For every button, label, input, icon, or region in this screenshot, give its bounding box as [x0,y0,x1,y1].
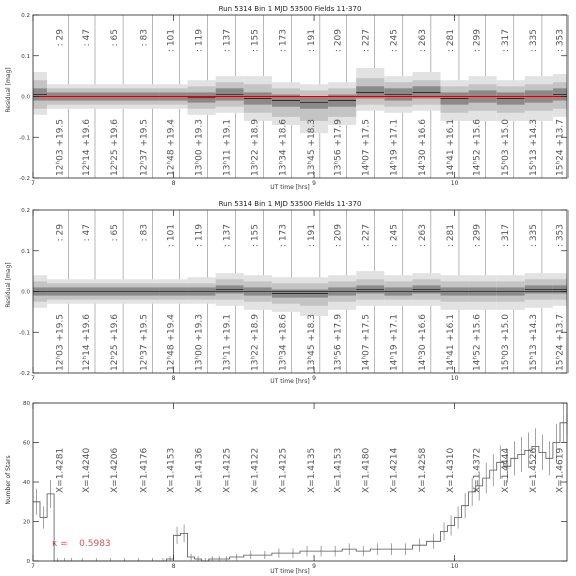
y-tick-label: 40 [23,480,30,486]
airmass-label: X=1.4281 [55,447,66,493]
field-number-label: : 263 [417,224,428,248]
field-number-label: : 353 [555,29,566,53]
field-number-label: : 245 [389,29,400,53]
x-tick-label: 9 [312,180,316,187]
field-number-label: : 173 [278,224,289,248]
field-number-label: : 155 [250,224,261,248]
field-coordinate-label: 14ʰ41 +16.1 [445,119,456,176]
x-tick-label: 8 [171,375,176,382]
field-coordinate-label: 13ʰ22 +18.9 [250,314,261,371]
residual-panel-middle [5,200,569,385]
field-coordinate-label: 12ʰ25 +19.6 [110,119,121,176]
field-number-label: : 47 [81,224,92,242]
field-coordinate-label: 13ʰ56 +17.9 [333,119,344,176]
field-number-label: : 47 [81,29,92,47]
field-number-label: : 335 [528,224,539,248]
field-coordinate-label: 13ʰ11 +19.1 [222,119,233,176]
field-number-label: : 245 [389,224,400,248]
x-axis-label: UT time [hrs] [270,568,310,575]
field-number-label: : 227 [361,29,372,53]
airmass-label: X=1.4136 [194,447,205,493]
field-number-label: : 299 [472,224,483,248]
field-number-label: : 209 [333,29,344,53]
field-number-label: : 299 [472,29,483,53]
field-number-label: : 191 [306,224,317,248]
star-count-panel [5,401,567,575]
field-coordinate-label: 13ʰ45 +18.3 [306,314,317,371]
field-number-label: : 263 [417,29,428,53]
x-tick-label: 8 [171,180,176,187]
field-coordinate-label: 15ʰ03 +15.0 [500,119,511,176]
field-number-label: : 155 [250,29,261,53]
chart-title: Run 5314 Bin 1 MJD 53500 Fields 11-370 [218,5,362,13]
chart-title: Run 5314 Bin 1 MJD 53500 Fields 11-370 [218,200,362,208]
field-coordinate-label: 14ʰ30 +16.6 [417,314,428,371]
y-tick-label: 60 [23,440,30,447]
field-number-label: : 335 [528,29,539,53]
y-tick-label: -0.2 [19,176,30,182]
field-coordinate-label: 14ʰ52 +15.6 [472,119,483,176]
field-number-label: : 29 [55,29,66,47]
field-coordinate-label: 12ʰ48 +19.4 [166,119,177,176]
field-number-label: : 101 [166,29,177,53]
field-coordinate-label: 13ʰ00 +19.3 [194,314,205,371]
field-coordinate-label: 12ʰ14 +19.6 [81,314,92,371]
field-coordinate-label: 14ʰ19 +17.1 [389,119,400,176]
y-tick-label: -0.1 [19,135,30,142]
field-coordinate-label: 15ʰ03 +15.0 [500,314,511,371]
y-tick-label: 20 [23,519,30,526]
airmass-label: X=1.4122 [250,447,261,493]
airmass-label: X=1.4125 [222,447,233,493]
airmass-label: X=1.4206 [110,447,121,493]
y-axis-label: Residual [mag] [5,67,12,113]
x-tick-label: 7 [31,563,35,570]
field-coordinate-label: 13ʰ56 +17.9 [333,314,344,371]
x-tick-label: 8 [171,563,176,570]
field-number-label: : 29 [55,224,66,242]
x-tick-label: 10 [450,375,459,382]
field-coordinate-label: 14ʰ19 +17.1 [389,314,400,371]
airmass-label: X=1.4619 [555,447,566,493]
y-tick-label: -0.2 [19,371,30,377]
field-coordinate-label: 12ʰ48 +19.4 [166,314,177,371]
field-coordinate-label: 12ʰ14 +19.6 [81,119,92,176]
airmass-label: X=1.4310 [445,447,456,493]
y-tick-label: 0.0 [21,289,30,296]
field-coordinate-label: 13ʰ00 +19.3 [194,119,205,176]
field-number-label: : 137 [222,224,233,248]
field-number-label: : 317 [500,29,511,53]
airmass-label: X=1.4125 [278,447,289,493]
kappa-annotation: κ = 0.5983 [52,539,111,549]
plot-area [19,13,568,187]
field-coordinate-label: 14ʰ41 +16.1 [445,314,456,371]
field-number-label: : 65 [110,224,121,242]
field-coordinate-label: 13ʰ11 +19.1 [222,314,233,371]
field-coordinate-label: 13ʰ45 +18.3 [306,119,317,176]
field-coordinate-label: 12ʰ03 +19.5 [55,314,66,371]
field-number-label: : 83 [139,224,150,242]
field-number-label: : 317 [500,224,511,248]
field-number-label: : 227 [361,224,372,248]
field-number-label: : 101 [166,224,177,248]
airmass-label: X=1.4526 [528,447,539,493]
field-coordinate-label: 15ʰ13 +14.3 [528,314,539,371]
x-tick-label: 9 [312,375,316,382]
airmass-label: X=1.4444 [500,447,511,493]
y-tick-label: 0.1 [21,248,30,255]
airmass-label: X=1.4153 [333,447,344,493]
y-tick-label: 0.2 [21,13,30,19]
field-number-label: : 173 [278,29,289,53]
airmass-label: X=1.4176 [139,447,150,493]
airmass-label: X=1.4153 [166,447,177,493]
field-number-label: : 65 [110,29,121,47]
airmass-label: X=1.4214 [389,447,400,493]
x-axis-label: UT time [hrs] [270,184,310,191]
y-tick-label: 0.1 [21,53,30,60]
y-axis-label: Residual [mag] [5,262,12,308]
y-tick-label: -0.1 [19,330,30,337]
field-number-label: : 83 [139,29,150,47]
x-tick-label: 7 [31,375,35,382]
field-coordinate-label: 12ʰ25 +19.6 [110,314,121,371]
field-coordinate-label: 12ʰ37 +19.5 [139,314,150,371]
field-coordinate-label: 12ʰ03 +19.5 [55,119,66,176]
residual-panel-top [5,5,569,191]
field-number-label: : 119 [194,29,205,53]
field-coordinate-label: 15ʰ24 +13.7 [555,314,566,371]
x-tick-label: 9 [312,563,316,570]
y-axis-label: Number of Stars [5,455,12,505]
field-number-label: : 191 [306,29,317,53]
x-tick-label: 7 [31,180,35,187]
airmass-label: X=1.4372 [472,447,483,493]
airmass-label: X=1.4240 [81,447,92,493]
field-number-label: : 281 [445,29,456,53]
field-coordinate-label: 14ʰ07 +17.5 [361,119,372,176]
field-coordinate-label: 13ʰ34 +18.6 [278,119,289,176]
field-coordinate-label: 14ʰ07 +17.5 [361,314,372,371]
y-tick-label: 0.0 [21,94,30,101]
field-coordinate-label: 14ʰ52 +15.6 [472,314,483,371]
x-axis-label: UT time [hrs] [270,378,310,385]
x-tick-label: 10 [450,180,459,187]
airmass-label: X=1.4258 [417,447,428,493]
field-coordinate-label: 15ʰ13 +14.3 [528,119,539,176]
airmass-label: X=1.4135 [306,447,317,493]
field-number-label: : 137 [222,29,233,53]
field-number-label: : 353 [555,224,566,248]
airmass-label: X=1.4180 [361,447,372,493]
field-number-label: : 119 [194,224,205,248]
y-tick-label: 80 [23,401,30,407]
field-coordinate-label: 13ʰ22 +18.9 [250,119,261,176]
x-tick-label: 10 [450,563,459,570]
y-tick-label: 0.2 [21,208,30,214]
field-coordinate-label: 13ʰ34 +18.6 [278,314,289,371]
y-tick-label: 0 [26,559,30,565]
field-coordinate-label: 14ʰ30 +16.6 [417,119,428,176]
field-coordinate-label: 15ʰ24 +13.7 [555,119,566,176]
field-number-label: : 281 [445,224,456,248]
field-number-label: : 209 [333,224,344,248]
field-coordinate-label: 12ʰ37 +19.5 [139,119,150,176]
plot-area [19,208,568,382]
